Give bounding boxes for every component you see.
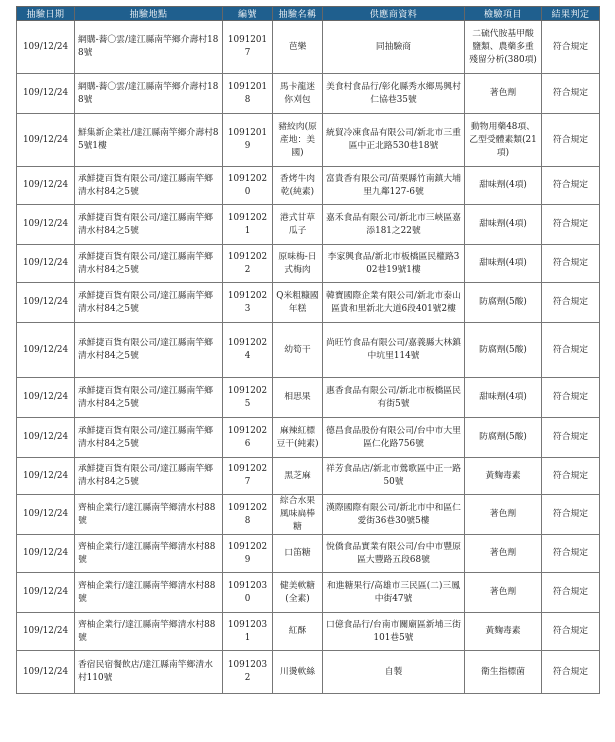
cell-supplier: 和進糖果行/高雄市三民區(二)三鳳中街47號 [323,573,465,613]
cell-id: 10912018 [223,74,273,114]
cell-supplier: 同抽驗商 [323,21,465,74]
cell-place: 齊柚企業行/達江縣南竿鄉清水村88號 [75,573,223,613]
header-name: 抽驗名稱 [273,7,323,21]
table-row [17,21,600,74]
cell-item: 防腐劑(5酸) [465,418,542,458]
table-body [17,21,600,694]
cell-item: 防腐劑(5酸) [465,323,542,378]
header-item: 檢驗項目 [465,7,542,21]
cell-date: 109/12/24 [17,167,75,205]
cell-date: 109/12/24 [17,651,75,694]
cell-place: 網購-蕎〇雲/達江縣南竿鄉介壽村188號 [75,74,223,114]
table-row [17,495,600,535]
header-result: 結果判定 [542,7,600,21]
cell-date: 109/12/24 [17,283,75,323]
cell-supplier: 美食村食品行/彰化縣秀水鄉馬興村仁協巷35號 [323,74,465,114]
cell-result: 符合規定 [542,535,600,573]
header-id: 編號 [223,7,273,21]
cell-place: 承鮮捷百貨有限公司/達江縣南竿鄉清水村84之5號 [75,283,223,323]
cell-item: 黃麴毒素 [465,458,542,495]
cell-supplier: 惠香食品有限公司/新北市板橋區民有街5號 [323,378,465,418]
cell-item: 甜味劑(4項) [465,245,542,283]
cell-name: 豬絞肉(原產地：美國) [273,114,323,167]
cell-result: 符合規定 [542,114,600,167]
cell-result: 符合規定 [542,167,600,205]
cell-name: 芭樂 [273,21,323,74]
cell-id: 10912019 [223,114,273,167]
cell-date: 109/12/24 [17,74,75,114]
cell-result: 符合規定 [542,418,600,458]
cell-date: 109/12/24 [17,458,75,495]
cell-supplier: 尚旺竹食品有限公司/嘉義縣大林鎮中坑里114號 [323,323,465,378]
cell-result: 符合規定 [542,613,600,651]
cell-result: 符合規定 [542,323,600,378]
cell-id: 10912021 [223,205,273,245]
cell-place: 香宿民宿餐飲店/達江縣南竿鄉清水村110號 [75,651,223,694]
cell-id: 10912029 [223,535,273,573]
cell-name: 綜合水果風味扁棒糖 [273,495,323,535]
cell-id: 10912024 [223,323,273,378]
cell-place: 承鮮捷百貨有限公司/達江縣南竿鄉清水村84之5號 [75,458,223,495]
cell-date: 109/12/24 [17,378,75,418]
cell-item: 甜味劑(4項) [465,167,542,205]
cell-place: 承鮮捷百貨有限公司/達江縣南竿鄉清水村84之5號 [75,418,223,458]
table-row [17,167,600,205]
cell-name: 麻辣紅標豆干(純素) [273,418,323,458]
header-supplier: 供應商資料 [323,7,465,21]
table-row [17,573,600,613]
table-row [17,535,600,573]
cell-place: 承鮮捷百貨有限公司/達江縣南竿鄉清水村84之5號 [75,205,223,245]
cell-supplier: 嘉禾食品有限公司/新北市三峽區嘉添181之22號 [323,205,465,245]
cell-name: Q米粗糠國年糕 [273,283,323,323]
cell-supplier: 自製 [323,651,465,694]
cell-id: 10912020 [223,167,273,205]
table-row [17,245,600,283]
cell-name: 健美軟糖(全素) [273,573,323,613]
cell-date: 109/12/24 [17,114,75,167]
cell-result: 符合規定 [542,378,600,418]
cell-date: 109/12/24 [17,21,75,74]
cell-item: 著色劑 [465,535,542,573]
cell-result: 符合規定 [542,245,600,283]
cell-supplier: 李家興食品/新北市板橋區民權路302巷19號1樓 [323,245,465,283]
cell-item: 二硫代胺基甲酸鹽類、農藥多重殘留分析(380項) [465,21,542,74]
cell-item: 著色劑 [465,74,542,114]
cell-date: 109/12/24 [17,205,75,245]
cell-name: 相思果 [273,378,323,418]
inspection-table [16,6,600,694]
cell-place: 齊柚企業行/達江縣南竿鄉清水村88號 [75,495,223,535]
cell-supplier: 德昌食品股份有限公司/台中市大里區仁化路756號 [323,418,465,458]
cell-item: 甜味劑(4項) [465,205,542,245]
cell-result: 符合規定 [542,651,600,694]
table-row [17,458,600,495]
cell-id: 10912023 [223,283,273,323]
cell-item: 著色劑 [465,495,542,535]
cell-supplier: 富貴香有限公司/苗栗縣竹南鎮大埔里九鄰127-6號 [323,167,465,205]
cell-place: 承鮮捷百貨有限公司/達江縣南竿鄉清水村84之5號 [75,323,223,378]
cell-date: 109/12/24 [17,418,75,458]
header-date: 抽驗日期 [17,7,75,21]
cell-id: 10912030 [223,573,273,613]
cell-name: 幼筍干 [273,323,323,378]
table-row [17,378,600,418]
cell-supplier: 漢際國際有限公司/新北市中和區仁愛街36巷30號5樓 [323,495,465,535]
cell-date: 109/12/24 [17,535,75,573]
cell-result: 符合規定 [542,283,600,323]
cell-date: 109/12/24 [17,613,75,651]
cell-id: 10912022 [223,245,273,283]
table-row [17,283,600,323]
table-row [17,651,600,694]
cell-item: 著色劑 [465,573,542,613]
cell-name: 香烤牛肉乾(純素) [273,167,323,205]
cell-name: 口笛糖 [273,535,323,573]
table-row [17,114,600,167]
cell-date: 109/12/24 [17,573,75,613]
cell-place: 齊柚企業行/達江縣南竿鄉清水村88號 [75,613,223,651]
cell-name: 港式甘草瓜子 [273,205,323,245]
cell-date: 109/12/24 [17,495,75,535]
cell-place: 齊柚企業行/達江縣南竿鄉清水村88號 [75,535,223,573]
cell-name: 黑芝麻 [273,458,323,495]
cell-place: 承鮮捷百貨有限公司/達江縣南竿鄉清水村84之5號 [75,378,223,418]
cell-place: 網購-蕎〇雲/達江縣南竿鄉介壽村188號 [75,21,223,74]
cell-supplier: 韓寶國際企業有限公司/新北市泰山區貴和里新北大道6段401號2樓 [323,283,465,323]
cell-id: 10912027 [223,458,273,495]
cell-place: 承鮮捷百貨有限公司/達江縣南竿鄉清水村84之5號 [75,245,223,283]
cell-supplier: 悅僑食品實業有限公司/台中市豐原區大豐路五段68號 [323,535,465,573]
cell-item: 衛生指標菌 [465,651,542,694]
table-row [17,323,600,378]
cell-result: 符合規定 [542,495,600,535]
cell-id: 10912026 [223,418,273,458]
cell-result: 符合規定 [542,74,600,114]
cell-result: 符合規定 [542,458,600,495]
cell-name: 馬卡龍迷你刈包 [273,74,323,114]
cell-name: 川燙軟絲 [273,651,323,694]
cell-id: 10912028 [223,495,273,535]
cell-id: 10912032 [223,651,273,694]
cell-item: 黃麴毒素 [465,613,542,651]
cell-id: 10912031 [223,613,273,651]
table-row [17,418,600,458]
cell-item: 防腐劑(5酸) [465,283,542,323]
cell-id: 10912017 [223,21,273,74]
cell-place: 承鮮捷百貨有限公司/達江縣南竿鄉清水村84之5號 [75,167,223,205]
cell-name: 原味梅-日式梅肉 [273,245,323,283]
cell-item: 甜味劑(4項) [465,378,542,418]
cell-result: 符合規定 [542,205,600,245]
cell-name: 紅酥 [273,613,323,651]
cell-item: 動物用藥48項、乙型受體素類(21項) [465,114,542,167]
table-row [17,205,600,245]
cell-id: 10912025 [223,378,273,418]
cell-place: 鮮集新企業社/達江縣南竿鄉介壽村85號1樓 [75,114,223,167]
table-row [17,74,600,114]
cell-date: 109/12/24 [17,245,75,283]
cell-date: 109/12/24 [17,323,75,378]
table-row [17,613,600,651]
cell-supplier: 統貿冷凍食品有限公司/新北市三重區中正北路530巷18號 [323,114,465,167]
header-place: 抽驗地點 [75,7,223,21]
cell-result: 符合規定 [542,21,600,74]
table-header-row [17,7,600,21]
cell-result: 符合規定 [542,573,600,613]
cell-supplier: 祥芳食品店/新北市鶯歌區中正一路50號 [323,458,465,495]
cell-supplier: 口億食品行/台南市關廟區新埔三街101巷5號 [323,613,465,651]
